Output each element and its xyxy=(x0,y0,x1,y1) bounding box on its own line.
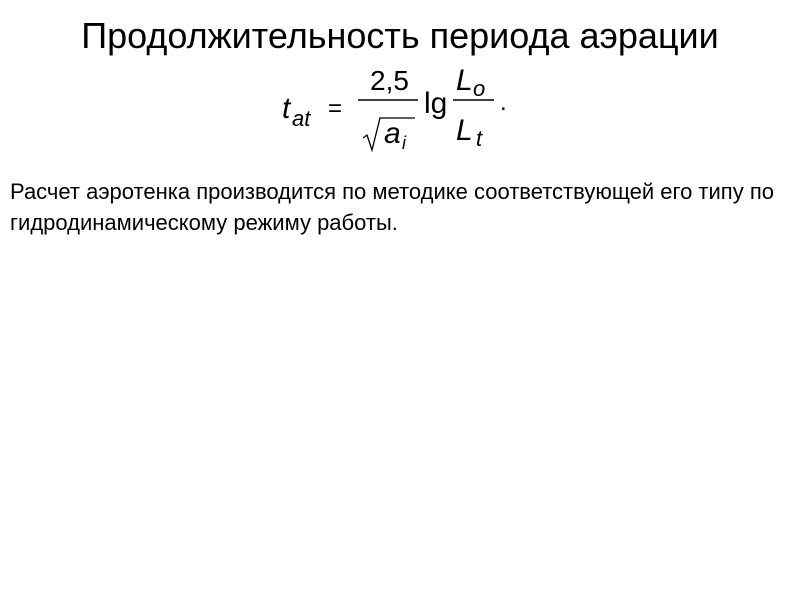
formula-lhs-symbol: t xyxy=(282,92,291,125)
formula-radicand-subscript: i xyxy=(402,133,406,153)
formula-svg xyxy=(270,58,530,162)
slide-title: Продолжительность периода аэрации xyxy=(81,15,719,56)
formula-function: lg xyxy=(424,87,448,120)
aeration-time-formula xyxy=(270,58,530,162)
formula-log-denominator-symbol: L xyxy=(456,114,473,147)
formula-radicand-symbol: a xyxy=(384,117,401,150)
body-paragraph: Расчет аэротенка производится по методике соответствующей его типу по гидродинамическому режиму работы. xyxy=(10,179,774,235)
formula-equals: = xyxy=(328,95,343,122)
formula-log-numerator-subscript: o xyxy=(473,76,486,101)
formula-log-numerator-symbol: L xyxy=(456,64,473,97)
formula-lhs-subscript: at xyxy=(292,106,311,131)
formula-numerator: 2,5 xyxy=(370,65,409,96)
formula-log-denominator-subscript: t xyxy=(476,126,483,151)
formula-terminator: . xyxy=(500,89,507,116)
